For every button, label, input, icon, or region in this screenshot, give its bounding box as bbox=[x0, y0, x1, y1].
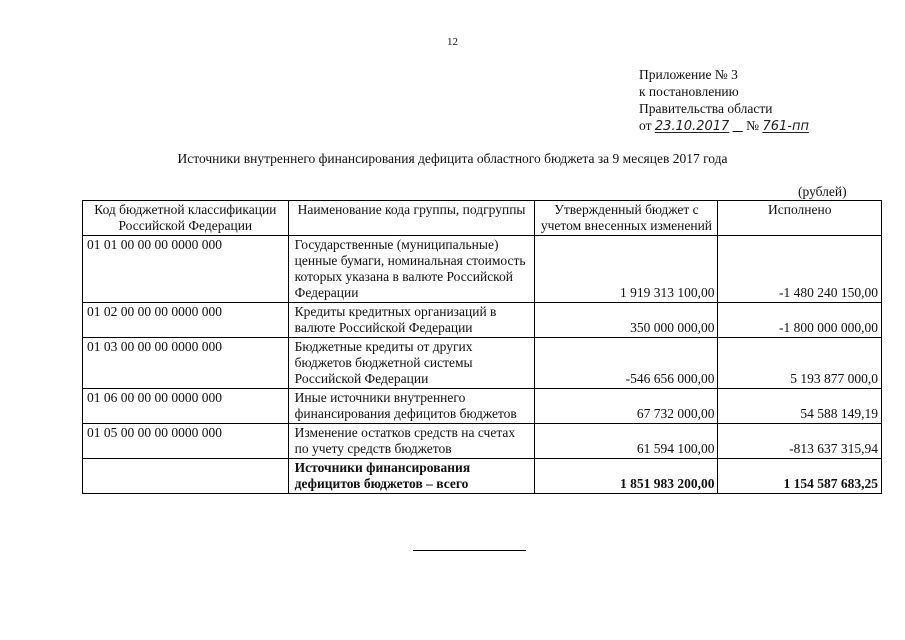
row-executed: -1 480 240 150,00 bbox=[718, 236, 882, 303]
appendix-line-3: Правительства области bbox=[639, 101, 773, 116]
row-code: 01 05 00 00 00 0000 000 bbox=[83, 424, 289, 459]
row-approved: -546 656 000,00 bbox=[535, 338, 718, 389]
row-code: 01 06 00 00 00 0000 000 bbox=[83, 389, 289, 424]
row-code: 01 03 00 00 00 0000 000 bbox=[83, 338, 289, 389]
handwritten-date: 23.10.2017 bbox=[654, 119, 730, 134]
row-approved: 1 919 313 100,00 bbox=[535, 236, 718, 303]
row-executed: 5 193 877 000,0 bbox=[718, 338, 882, 389]
table-row bbox=[83, 303, 882, 338]
header-executed: Исполнено bbox=[718, 201, 882, 236]
row-code: 01 01 00 00 00 0000 000 bbox=[83, 236, 289, 303]
number-label: № bbox=[746, 118, 760, 133]
row-name: Иные источники внутреннего финансирования дефицитов бюджетов bbox=[288, 389, 535, 424]
footer-divider bbox=[413, 550, 526, 551]
total-approved: 1 851 983 200,00 bbox=[535, 459, 718, 494]
total-code bbox=[83, 459, 289, 494]
row-name: Кредиты кредитных организаций в валюте Российской Федерации bbox=[288, 303, 535, 338]
row-executed: -813 637 315,94 bbox=[718, 424, 882, 459]
table-row bbox=[83, 338, 882, 389]
row-executed: -1 800 000 000,00 bbox=[718, 303, 882, 338]
row-approved: 350 000 000,00 bbox=[535, 303, 718, 338]
appendix-line-4 bbox=[639, 117, 809, 135]
header-code: Код бюджетной классификации Российской Федерации bbox=[83, 201, 289, 236]
table-row bbox=[83, 424, 882, 459]
header-name: Наименование кода группы, подгруппы bbox=[288, 201, 535, 236]
table-total-row bbox=[83, 459, 882, 494]
units-label: (рублей) bbox=[798, 184, 847, 199]
row-code: 01 02 00 00 00 0000 000 bbox=[83, 303, 289, 338]
total-executed: 1 154 587 683,25 bbox=[718, 459, 882, 494]
financing-table bbox=[82, 200, 882, 494]
total-name: Источники финансирования дефицитов бюджетов – всего bbox=[288, 459, 535, 494]
row-name: Изменение остатков средств на счетах по учету средств бюджетов bbox=[288, 424, 535, 459]
appendix-line-2: к постановлению bbox=[639, 84, 739, 99]
row-name: Бюджетные кредиты от других бюджетов бюджетной системы Российской Федерации bbox=[288, 338, 535, 389]
table-row bbox=[83, 236, 882, 303]
row-approved: 67 732 000,00 bbox=[535, 389, 718, 424]
table-row bbox=[83, 389, 882, 424]
date-prefix: от bbox=[639, 118, 652, 133]
table-header-row bbox=[83, 201, 882, 236]
row-name: Государственные (муниципальные) ценные бумаги, номинальная стоимость которых указана в валюте Российской Федерации bbox=[288, 236, 535, 303]
page-number: 12 bbox=[447, 36, 458, 48]
appendix-block bbox=[639, 66, 809, 135]
handwritten-number: 761-пп bbox=[762, 119, 809, 134]
row-approved: 61 594 100,00 bbox=[535, 424, 718, 459]
header-approved: Утвержденный бюджет с учетом внесенных изменений bbox=[535, 201, 718, 236]
document-title: Источники внутреннего финансирования дефицита областного бюджета за 9 месяцев 2017 года bbox=[177, 151, 728, 166]
appendix-line-1: Приложение № 3 bbox=[639, 67, 738, 82]
row-executed: 54 588 149,19 bbox=[718, 389, 882, 424]
